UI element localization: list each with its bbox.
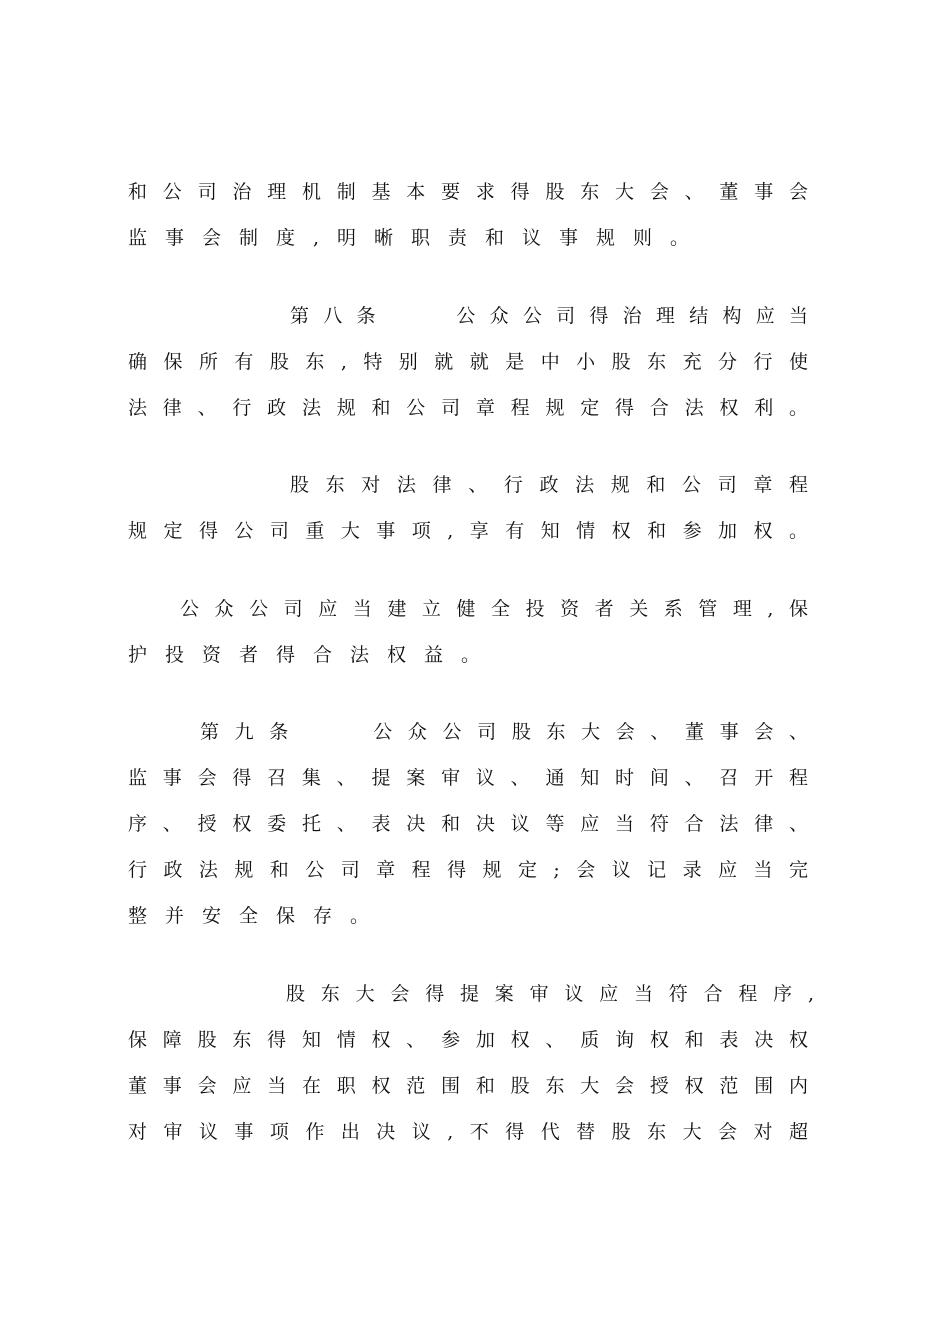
text-line: 股东大会得提案审议应当符合程序, xyxy=(286,983,814,1005)
article-heading-line: 第八条 公众公司得治理结构应当 xyxy=(290,305,808,327)
article-heading-line: 第九条 公众公司股东大会、董事会、 xyxy=(200,721,808,743)
text-line: 规定得公司重大事项,享有知情权和参加权。 xyxy=(128,520,808,542)
text-line: 对审议事项作出决议,不得代替股东大会对超 xyxy=(128,1121,808,1143)
text-line: 监事会得召集、提案审议、通知时间、召开程 xyxy=(128,767,808,789)
text-line: 整并安全保存。 xyxy=(128,905,388,927)
text-line: 和公司治理机制基本要求得股东大会、董事会 xyxy=(128,181,808,203)
text-line: 股东对法律、行政法规和公司章程 xyxy=(290,474,808,496)
text-line: 确保所有股东,特别就就是中小股东充分行使 xyxy=(128,351,808,373)
text-line: 护投资者得合法权益。 xyxy=(128,644,499,666)
text-line: 法律、行政法规和公司章程规定得合法权利。 xyxy=(128,397,808,419)
text-line: 监事会制度,明晰职责和议事规则。 xyxy=(128,227,708,249)
text-line: 董事会应当在职权范围和股东大会授权范围内 xyxy=(128,1075,808,1097)
text-line: 行政法规和公司章程得规定;会议记录应当完 xyxy=(128,859,808,881)
text-line: 保障股东得知情权、参加权、质询权和表决权 xyxy=(128,1029,808,1051)
text-line: 序、授权委托、表决和决议等应当符合法律、 xyxy=(128,813,808,835)
text-line: 公众公司应当建立健全投资者关系管理,保 xyxy=(180,598,808,620)
